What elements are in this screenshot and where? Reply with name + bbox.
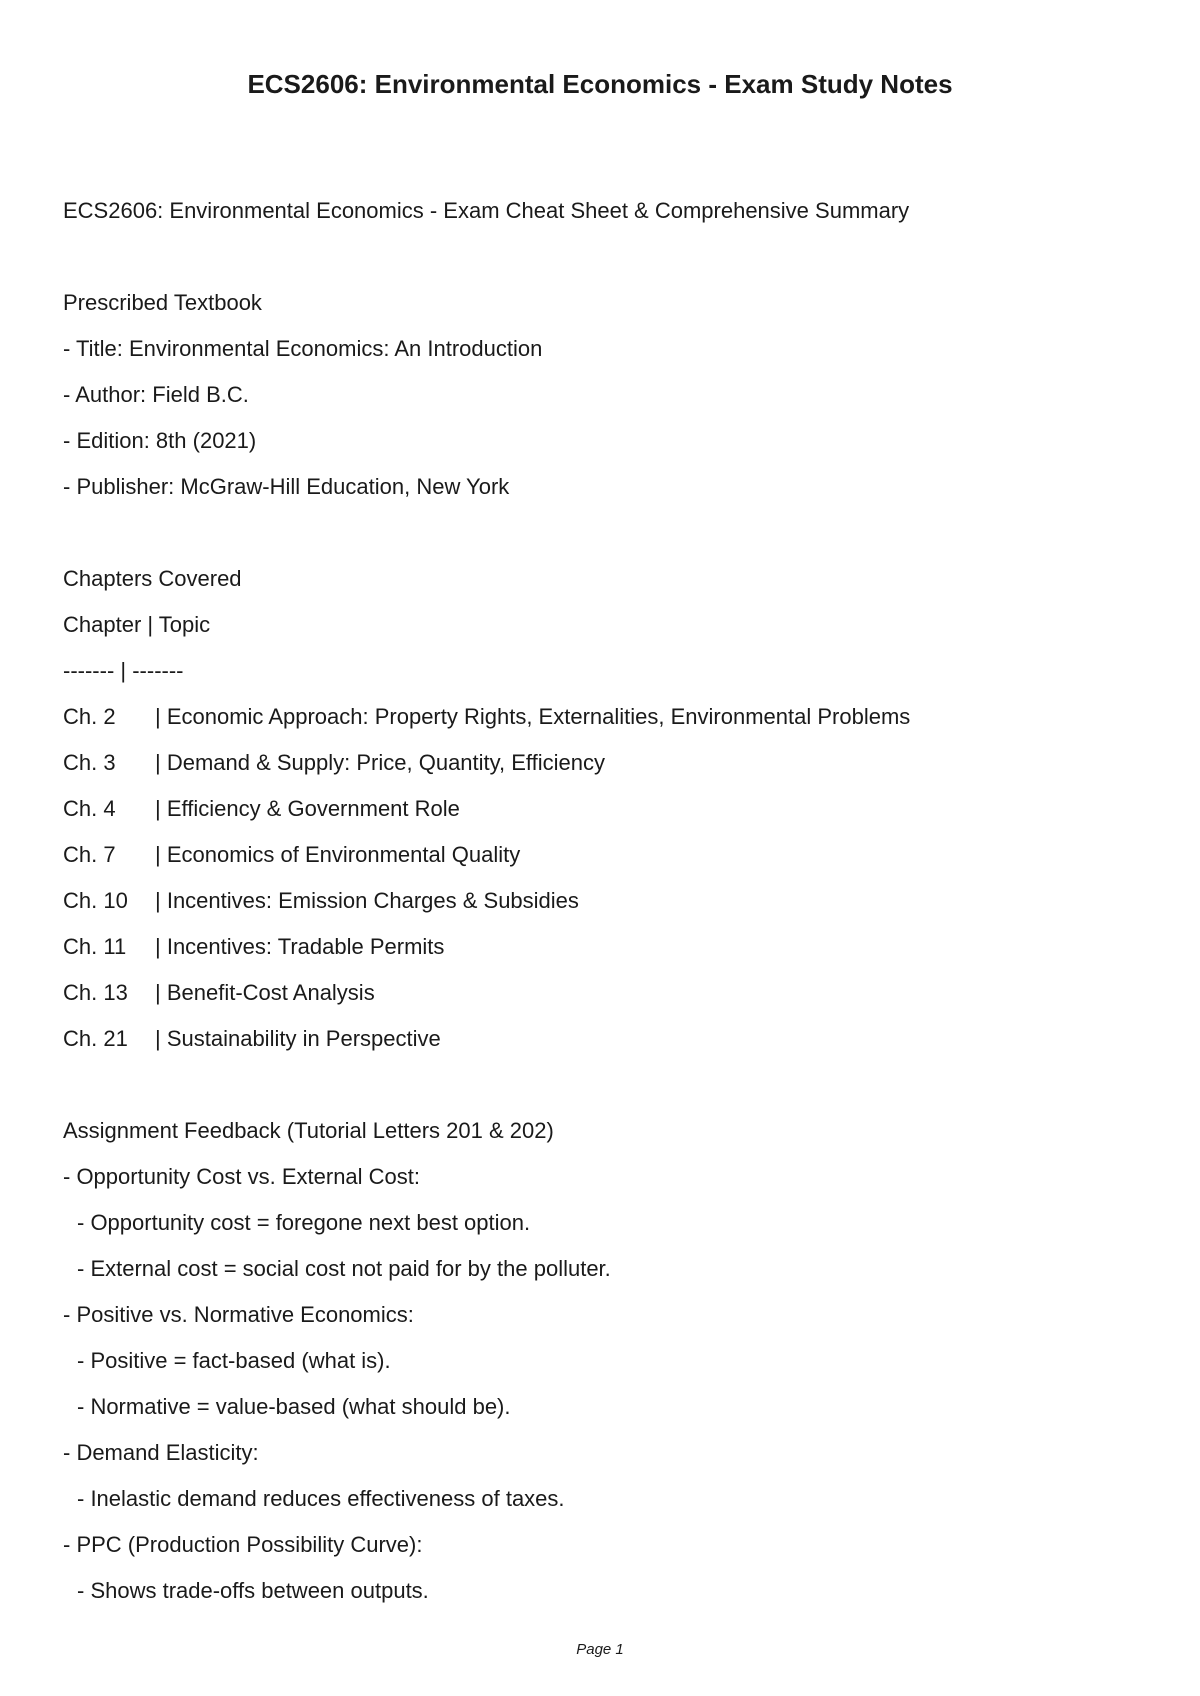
chapter-topic: | Economics of Environmental Quality [155, 842, 521, 867]
chapter-number: Ch. 13 [63, 980, 128, 1005]
chapter-row [63, 1024, 441, 1054]
chapter-topic: | Incentives: Tradable Permits [155, 934, 445, 959]
chapter-row [63, 886, 579, 916]
textbook-title-line: - Title: Environmental Economics: An Introduction [63, 336, 543, 361]
chapter-topic: | Demand & Supply: Price, Quantity, Efficiency [155, 750, 605, 775]
chapters-heading: Chapters Covered [63, 566, 242, 591]
textbook-heading: Prescribed Textbook [63, 290, 262, 315]
feedback-subitem: - Inelastic demand reduces effectiveness of taxes. [77, 1486, 565, 1511]
textbook-publisher-line: - Publisher: McGraw-Hill Education, New York [63, 474, 510, 499]
chapters-table-header: Chapter | Topic [63, 612, 211, 637]
feedback-item: - Opportunity Cost vs. External Cost: [63, 1164, 421, 1189]
chapter-row [63, 702, 910, 732]
feedback-item: - Positive vs. Normative Economics: [63, 1302, 414, 1327]
chapter-number: Ch. 11 [63, 934, 127, 959]
chapter-topic: | Efficiency & Government Role [155, 796, 460, 821]
chapter-number: Ch. 4 [63, 796, 116, 821]
chapter-row [63, 840, 520, 870]
chapter-row [63, 932, 444, 962]
textbook-author-line: - Author: Field B.C. [63, 382, 249, 407]
chapter-number: Ch. 10 [63, 888, 128, 913]
feedback-subitem: - External cost = social cost not paid for by the polluter. [77, 1256, 611, 1281]
chapter-number: Ch. 3 [63, 750, 116, 775]
chapter-number: Ch. 21 [63, 1026, 128, 1051]
chapter-row [63, 978, 375, 1008]
chapter-number: Ch. 7 [63, 842, 116, 867]
textbook-edition-line: - Edition: 8th (2021) [63, 428, 257, 453]
chapter-topic: | Sustainability in Perspective [155, 1026, 441, 1051]
chapter-row [63, 748, 605, 778]
chapter-topic: | Benefit-Cost Analysis [155, 980, 375, 1005]
feedback-subitem: - Positive = fact-based (what is). [77, 1348, 391, 1373]
feedback-item: - PPC (Production Possibility Curve): [63, 1532, 423, 1557]
feedback-item: - Demand Elasticity: [63, 1440, 259, 1465]
feedback-heading: Assignment Feedback (Tutorial Letters 201 & 202) [63, 1118, 554, 1143]
page-title: ECS2606: Environmental Economics - Exam Study Notes [247, 69, 953, 99]
chapter-row [63, 794, 460, 824]
feedback-subitem: - Shows trade-offs between outputs. [77, 1578, 429, 1603]
page-number: Page 1 [576, 1641, 624, 1658]
feedback-subitem: - Normative = value-based (what should be). [77, 1394, 511, 1419]
chapter-topic: | Economic Approach: Property Rights, Externalities, Environmental Problems [155, 704, 911, 729]
feedback-subitem: - Opportunity cost = foregone next best option. [77, 1210, 531, 1235]
chapters-table-divider: ------- | ------- [63, 658, 184, 683]
chapter-number: Ch. 2 [63, 704, 116, 729]
chapter-topic: | Incentives: Emission Charges & Subsidies [155, 888, 579, 913]
document-subtitle: ECS2606: Environmental Economics - Exam Cheat Sheet & Comprehensive Summary [63, 198, 910, 223]
